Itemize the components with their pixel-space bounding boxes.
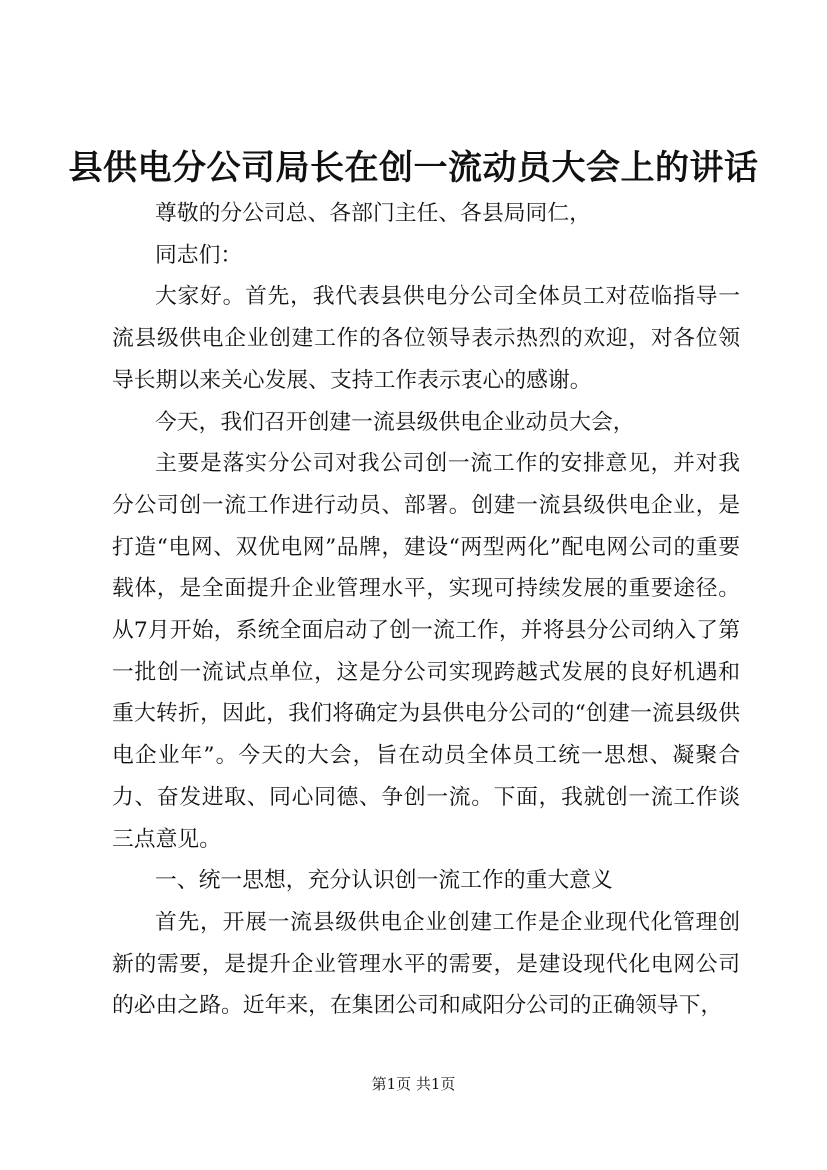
document-body xyxy=(112,193,740,1027)
greeting: 同志们： xyxy=(155,242,243,268)
body-paragraph: 主要是落实分公司对我公司创一流工作的安排意见，并对我分公司创一流工作进行动员、部署。创建一流县级供电企业，是打造“电网、双优电网”品牌，建设“两型两化”配电网公司的重要载体，是全面提升企业管理水平，实现可持续发展的重要途径。从7月开始，系统全面启动了创一流工作，并将县分公司纳入了第一批创一流试点单位，这是分公司实现跨越式发展的良好机遇和重大转折，因此，我们将确定为县供电分公司的“创建一流县级供电企业年”。今天的大会，旨在动员全体员工统一思想、凝聚合力、奋发进取、同心同德、争创一流。下面，我就创一流工作谈三点意见。 xyxy=(112,451,740,852)
body-paragraph: 大家好。首先，我代表县供电分公司全体员工对莅临指导一流县级供电企业创建工作的各位领导表示热烈的欢迎，对各位领导长期以来关心发展、支持工作表示衷心的感谢。 xyxy=(112,284,740,393)
section-heading: 一、统一思想，充分认识创一流工作的重大意义 xyxy=(155,868,613,894)
salutation: 尊敬的分公司总、各部门主任、各县局同仁， xyxy=(155,201,591,226)
document-title: 县供电分公司局长在创一流动员大会上的讲话 xyxy=(68,148,759,188)
body-paragraph: 首先，开展一流县级供电企业创建工作是企业现代化管理创新的需要，是提升企业管理水平的需要，是建设现代化电网公司的必由之路。近年来，在集团公司和咸阳分公司的正确领导下， xyxy=(112,909,740,1019)
body-paragraph: 今天，我们召开创建一流县级供电企业动员大会， xyxy=(155,409,635,435)
page-number: 第1页 共1页 xyxy=(371,1075,456,1093)
